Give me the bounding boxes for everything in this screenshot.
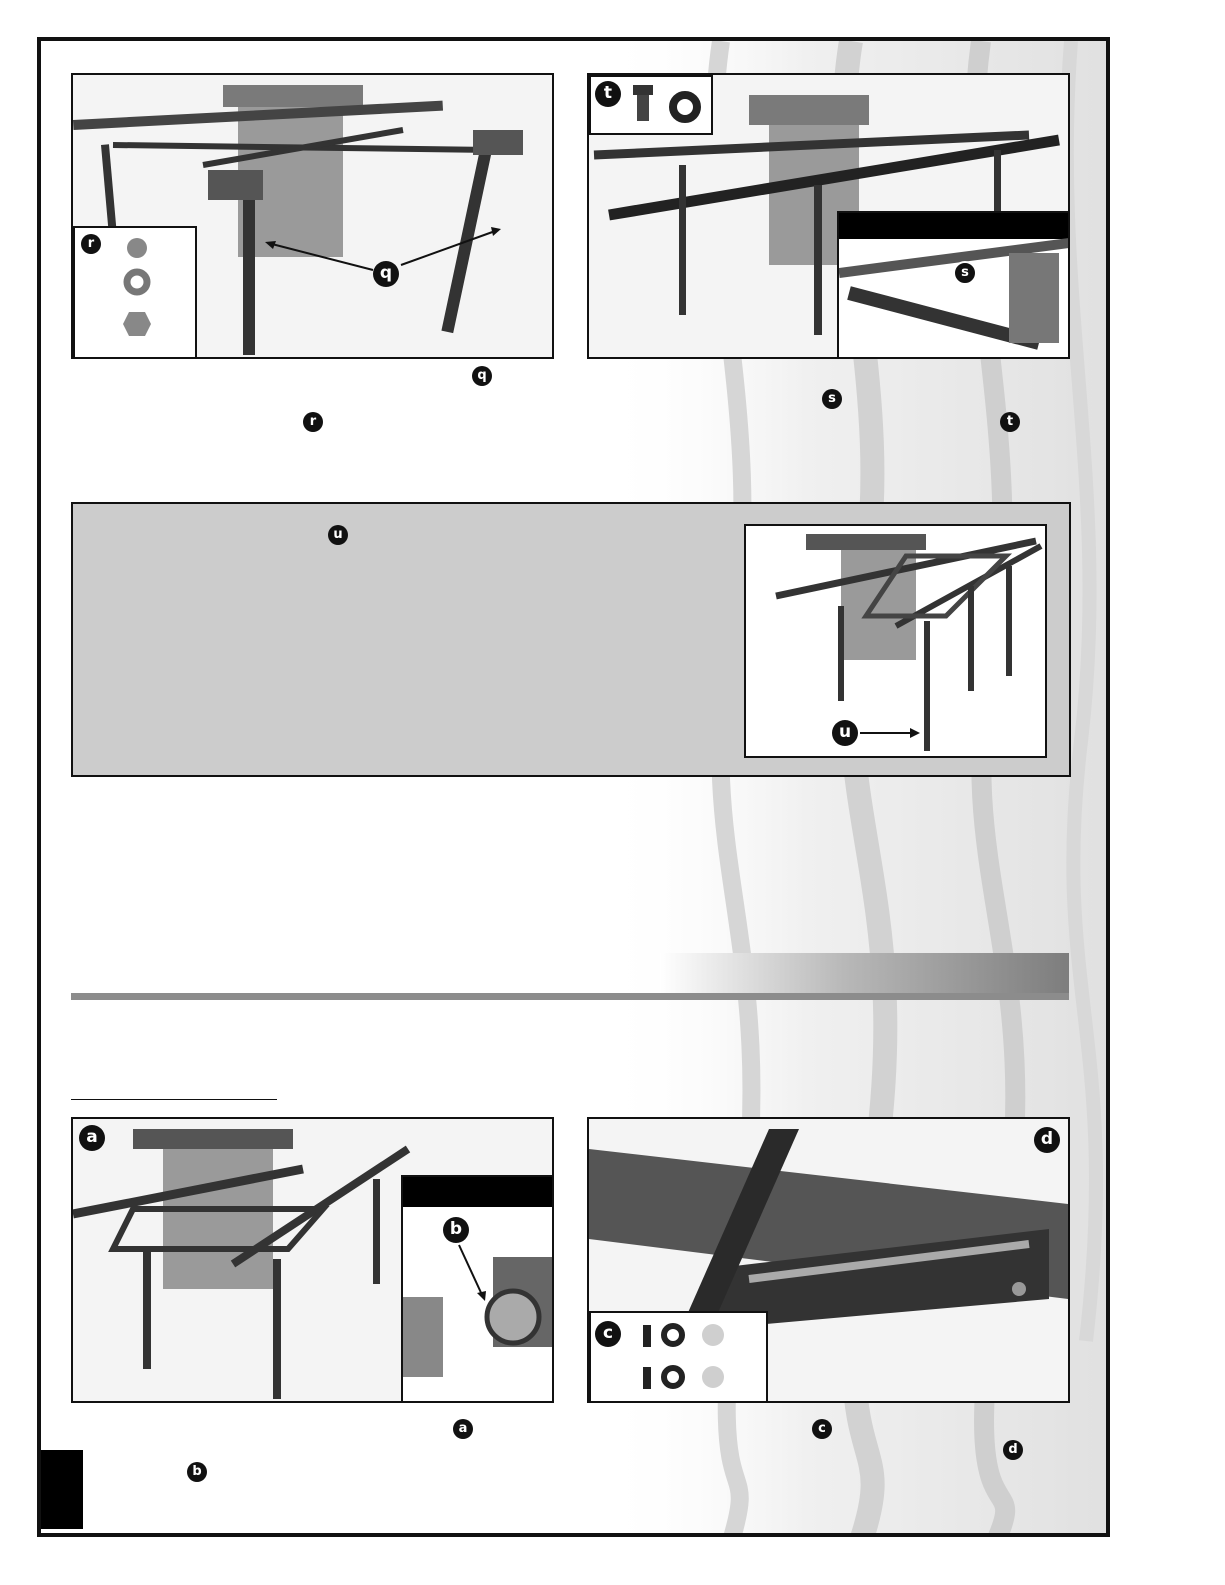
rail-detail-illustration — [839, 213, 1070, 359]
bearing-detail-inset — [401, 1175, 554, 1403]
caption-badge-c: c — [812, 1419, 832, 1439]
figure-leg-assembly — [71, 73, 554, 359]
bolt-icon — [591, 1313, 766, 1403]
bearing-illustration — [403, 1177, 554, 1403]
callout-q: q — [373, 261, 399, 287]
callout-b: b — [443, 1217, 469, 1243]
figure-rail-assembly — [587, 73, 1070, 359]
page-tab — [41, 1450, 83, 1529]
rail-detail-inset — [837, 211, 1070, 359]
hardware-inset-t — [589, 75, 713, 135]
note-box — [71, 502, 1071, 777]
caption-badge-q: q — [472, 366, 492, 386]
figure-rail-closeup — [587, 1117, 1070, 1403]
callout-u: u — [832, 720, 858, 746]
caption-badge-r: r — [303, 412, 323, 432]
callout-t: t — [595, 81, 621, 107]
caption-badge-s: s — [822, 389, 842, 409]
caption-badge-d: d — [1003, 1440, 1023, 1460]
extension-table-illustration — [746, 526, 1045, 756]
section-rule — [71, 993, 1069, 1000]
figure-extension-table — [744, 524, 1047, 758]
caption-badge-t: t — [1000, 412, 1020, 432]
figure-sliding-table — [71, 1117, 554, 1403]
callout-c: c — [595, 1321, 621, 1347]
hardware-inset-r — [73, 226, 197, 359]
hardware-inset-c — [589, 1311, 768, 1403]
callout-s: s — [953, 261, 977, 285]
caption-badge-a: a — [453, 1419, 473, 1439]
callout-d: d — [1034, 1127, 1060, 1153]
callout-r: r — [81, 234, 101, 254]
subheading-underline — [71, 1099, 277, 1100]
note-badge-u: u — [328, 525, 348, 545]
bolt-icon — [75, 228, 195, 359]
caption-badge-b: b — [187, 1462, 207, 1482]
callout-a: a — [79, 1125, 105, 1151]
washer-icon — [591, 77, 711, 133]
